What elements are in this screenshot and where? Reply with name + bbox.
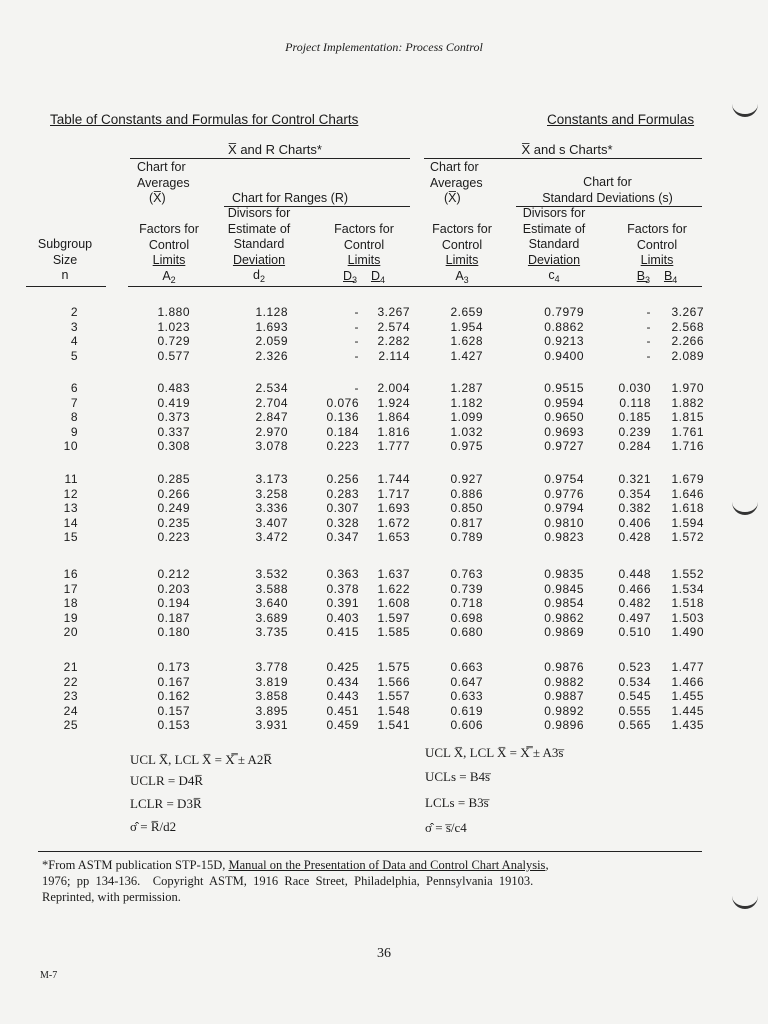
cell-a2: 0.249: [157, 501, 190, 516]
cell-a3: 0.698: [450, 610, 483, 625]
cell-a2: 0.223: [157, 530, 190, 545]
cell-b3: -: [646, 348, 651, 363]
cell-d2: 3.532: [255, 567, 288, 581]
cell-d2: 2.326: [255, 348, 288, 363]
cell-n: 23: [63, 689, 78, 704]
cell-d4: 2.574: [377, 319, 410, 334]
cell-a3: 0.619: [450, 703, 483, 718]
cell-d4: 1.672: [377, 515, 410, 530]
formula-lcl-s: LCLs = B3s̅: [425, 795, 489, 810]
cell-d4: 1.622: [377, 581, 410, 596]
cell-b4: 1.490: [671, 625, 704, 640]
cell-b4: 1.518: [671, 596, 704, 611]
cell-d2: 3.472: [255, 530, 288, 545]
cell-d3: 0.347: [326, 530, 359, 545]
cell-n: 4: [70, 334, 78, 349]
cell-a2: 0.180: [157, 625, 190, 640]
cell-b4: 2.568: [671, 319, 704, 334]
cell-b3: 0.185: [618, 410, 651, 425]
cell-d4: 1.637: [377, 567, 410, 581]
cell-n: 22: [63, 674, 78, 689]
b3b4-header: Factors for Control Limits $B_3$ $B_4$: [627, 222, 687, 285]
section-code: M-7: [40, 970, 58, 981]
cell-n: 17: [63, 581, 78, 596]
cell-b4: 1.503: [671, 610, 704, 625]
cell-d4: 1.557: [377, 689, 410, 704]
cell-a3: 0.975: [450, 439, 483, 454]
cell-b3: 0.482: [618, 596, 651, 611]
cell-d3: 0.256: [326, 472, 359, 486]
cell-a3: 1.427: [450, 348, 483, 363]
a3-header: Factors for Control Limits $A_3$: [432, 222, 492, 285]
cell-n: 6: [70, 381, 78, 395]
c4-header: Divisors for Estimate of Standard Deviation $c_4$: [522, 206, 586, 284]
cell-d2: 2.059: [255, 334, 288, 349]
cell-d2: 1.128: [255, 305, 288, 319]
cell-b3: 0.534: [618, 674, 651, 689]
cell-d4: 1.566: [377, 674, 410, 689]
cell-a3: 1.099: [450, 410, 483, 425]
cell-a2: 0.266: [157, 486, 190, 501]
cell-a2: 0.285: [157, 472, 190, 486]
cell-b3: 0.284: [618, 439, 651, 454]
cell-c4: 0.8862: [544, 319, 584, 334]
cell-c4: 0.9892: [544, 703, 584, 718]
cell-a3: 0.789: [450, 530, 483, 545]
cell-b3: 0.239: [618, 424, 651, 439]
cell-n: 10: [63, 439, 78, 454]
cell-b3: 0.118: [619, 395, 651, 410]
cell-a3: 0.927: [450, 472, 483, 486]
cell-b3: 0.354: [618, 486, 651, 501]
cell-a3: 0.886: [450, 486, 483, 501]
d3d4-header: Factors for Control Limits $D_3$ $D_4$: [334, 222, 394, 285]
cell-d2: 3.173: [255, 472, 288, 486]
cell-a2: 0.483: [157, 381, 190, 395]
cell-b4: 1.466: [671, 674, 704, 689]
cell-d4: 1.585: [377, 625, 410, 640]
cell-b4: 1.679: [671, 472, 704, 486]
cell-d3: 0.451: [326, 703, 359, 718]
formula-xr-avg: UCL X̅, LCL X̅ = X̿ ± A2R̅: [130, 752, 273, 767]
cell-c4: 0.9835: [544, 567, 584, 581]
cell-b4: 1.618: [671, 501, 704, 516]
cell-a2: 0.162: [157, 689, 190, 704]
cell-a2: 0.203: [157, 581, 190, 596]
cell-d2: 3.078: [255, 439, 288, 454]
cell-d3: 0.363: [326, 567, 359, 581]
cell-a3: 0.739: [450, 581, 483, 596]
cell-b3: 0.382: [618, 501, 651, 516]
cell-n: 9: [70, 424, 78, 439]
cell-d4: 3.267: [377, 305, 410, 319]
cell-c4: 0.9876: [544, 660, 584, 674]
cell-d3: 0.443: [326, 689, 359, 704]
cell-b4: 1.646: [671, 486, 704, 501]
cell-d3: 0.415: [326, 625, 359, 640]
cell-b4: 1.882: [671, 395, 704, 410]
cell-c4: 0.9896: [544, 718, 584, 733]
cell-n: 13: [63, 501, 78, 516]
cell-b4: 1.552: [671, 567, 704, 581]
cell-d4: 1.575: [377, 660, 410, 674]
formula-sigma-s: σ̂ = s̅/c4: [425, 820, 467, 835]
cell-a3: 0.647: [450, 674, 483, 689]
cell-b3: 0.523: [618, 660, 651, 674]
margin-mark: [732, 100, 758, 117]
cell-d2: 3.588: [255, 581, 288, 596]
cell-b4: 1.761: [671, 424, 704, 439]
cell-d3: -: [354, 381, 359, 395]
cell-b3: 0.545: [618, 689, 651, 704]
cell-c4: 0.9515: [544, 381, 584, 395]
cell-c4: 0.9854: [544, 596, 584, 611]
cell-a2: 0.194: [157, 596, 190, 611]
cell-c4: 0.9693: [544, 424, 584, 439]
cell-n: 19: [63, 610, 78, 625]
cell-d4: 1.548: [377, 703, 410, 718]
cell-b3: 0.448: [618, 567, 651, 581]
cell-b4: 1.445: [671, 703, 704, 718]
cell-n: 18: [63, 596, 78, 611]
cell-a2: 1.880: [157, 305, 190, 319]
xs-sd-header: Chart for Standard Deviations (s): [542, 175, 673, 205]
cell-c4: 0.9400: [544, 348, 584, 363]
cell-a2: 0.153: [157, 718, 190, 733]
cell-b4: 1.815: [671, 410, 704, 425]
cell-a2: 0.373: [157, 410, 190, 425]
cell-d4: 1.608: [377, 596, 410, 611]
cell-d2: 3.407: [255, 515, 288, 530]
cell-a2: 0.173: [157, 660, 190, 674]
cell-c4: 0.9882: [544, 674, 584, 689]
cell-d3: 0.223: [326, 439, 359, 454]
cell-d4: 1.777: [377, 439, 410, 454]
page-number: 36: [377, 946, 391, 961]
cell-d3: -: [354, 319, 359, 334]
cell-c4: 0.9776: [544, 486, 584, 501]
formula-sigma-r: σ̂ = R̅/d2: [130, 819, 177, 834]
cell-d2: 3.336: [255, 501, 288, 516]
cell-d2: 2.970: [255, 424, 288, 439]
cell-d4: 1.693: [377, 501, 410, 516]
cell-b3: 0.428: [618, 530, 651, 545]
cell-c4: 0.9727: [544, 439, 584, 454]
cell-n: 3: [70, 319, 78, 334]
cell-a3: 2.659: [450, 305, 483, 319]
cell-b3: -: [646, 334, 651, 349]
cell-n: 14: [63, 515, 78, 530]
cell-c4: 0.9594: [544, 395, 584, 410]
cell-b4: 1.572: [671, 530, 704, 545]
cell-d3: 0.403: [326, 610, 359, 625]
cell-c4: 0.9754: [544, 472, 584, 486]
cell-a3: 1.954: [450, 319, 483, 334]
formula-lcl-r: LCLR = D3R̅: [130, 796, 202, 811]
cell-n: 21: [63, 660, 78, 674]
cell-d4: 1.924: [377, 395, 410, 410]
cell-a3: 0.633: [450, 689, 483, 704]
cell-d4: 1.597: [377, 610, 410, 625]
cell-b3: 0.565: [618, 718, 651, 733]
cell-a3: 1.287: [450, 381, 483, 395]
cell-d2: 3.931: [255, 718, 288, 733]
d2-header: Divisors for Estimate of Standard Deviation $d_2$: [227, 206, 291, 284]
cell-c4: 0.9845: [544, 581, 584, 596]
cell-b3: 0.030: [618, 381, 651, 395]
cell-n: 7: [70, 395, 78, 410]
cell-n: 11: [64, 472, 78, 486]
cell-c4: 0.9887: [544, 689, 584, 704]
cell-d2: 3.689: [255, 610, 288, 625]
formula-ucl-s: UCLs = B4s̅: [425, 769, 491, 784]
cell-d2: 3.819: [255, 674, 288, 689]
cell-a3: 0.663: [450, 660, 483, 674]
a2-header: Factors for Control Limits $A_2$: [139, 222, 199, 285]
cell-a2: 0.212: [157, 567, 190, 581]
cell-d2: 3.858: [255, 689, 288, 704]
cell-a2: 0.577: [157, 348, 190, 363]
cell-a2: 0.729: [157, 334, 190, 349]
margin-mark: [732, 498, 758, 515]
cell-n: 25: [63, 718, 78, 733]
cell-d3: 0.184: [326, 424, 359, 439]
cell-b3: -: [646, 305, 651, 319]
cell-d4: 2.114: [378, 348, 410, 363]
cell-d2: 3.735: [255, 625, 288, 640]
cell-a3: 0.680: [450, 625, 483, 640]
cell-b3: 0.497: [618, 610, 651, 625]
cell-a2: 0.308: [157, 439, 190, 454]
cell-c4: 0.9794: [544, 501, 584, 516]
cell-n: 20: [63, 625, 78, 640]
cell-b4: 1.455: [671, 689, 704, 704]
cell-d2: 3.640: [255, 596, 288, 611]
cell-n: 24: [63, 703, 78, 718]
cell-c4: 0.9650: [544, 410, 584, 425]
cell-a2: 0.187: [157, 610, 190, 625]
cell-a3: 1.628: [450, 334, 483, 349]
cell-b3: 0.555: [618, 703, 651, 718]
cell-d2: 3.895: [255, 703, 288, 718]
cell-d3: -: [354, 334, 359, 349]
cell-n: 8: [70, 410, 78, 425]
cell-d3: 0.391: [326, 596, 359, 611]
cell-b4: 1.970: [671, 381, 704, 395]
cell-d4: 2.004: [377, 381, 410, 395]
cell-d3: 0.283: [326, 486, 359, 501]
cell-c4: 0.9810: [544, 515, 584, 530]
cell-d3: 0.328: [326, 515, 359, 530]
subgroup-header: Subgroup Size n: [37, 237, 93, 282]
cell-b4: 2.089: [671, 348, 704, 363]
cell-c4: 0.7979: [544, 305, 584, 319]
cell-b4: 1.534: [671, 581, 704, 596]
cell-d3: -: [354, 348, 359, 363]
cell-a3: 1.032: [450, 424, 483, 439]
cell-d4: 1.653: [377, 530, 410, 545]
cell-d3: 0.459: [326, 718, 359, 733]
cell-a3: 0.817: [450, 515, 483, 530]
cell-d3: 0.378: [326, 581, 359, 596]
cell-n: 15: [63, 530, 78, 545]
xr-range-header: Chart for Ranges (R): [232, 191, 349, 205]
cell-n: 12: [63, 486, 78, 501]
cell-b4: 2.266: [671, 334, 704, 349]
cell-b3: 0.406: [618, 515, 651, 530]
cell-n: 5: [70, 348, 78, 363]
cell-d2: 2.704: [255, 395, 288, 410]
xs-group-header: X̅ and s Charts*: [521, 142, 613, 157]
cell-d4: 2.282: [377, 334, 410, 349]
cell-d4: 1.744: [377, 472, 410, 486]
cell-d3: 0.076: [326, 395, 359, 410]
cell-b3: 0.466: [618, 581, 651, 596]
cell-d4: 1.717: [377, 486, 410, 501]
cell-d4: 1.541: [377, 718, 410, 733]
cell-a2: 0.157: [157, 703, 190, 718]
cell-b3: -: [646, 319, 651, 334]
margin-mark: [732, 892, 758, 909]
cell-c4: 0.9862: [544, 610, 584, 625]
cell-a2: 0.235: [157, 515, 190, 530]
cell-d4: 1.816: [377, 424, 410, 439]
formula-ucl-r: UCLR = D4R̅: [130, 773, 204, 788]
cell-c4: 0.9869: [544, 625, 584, 640]
cell-d2: 2.847: [255, 410, 288, 425]
cell-a2: 0.167: [157, 674, 190, 689]
cell-a2: 1.023: [157, 319, 190, 334]
cell-d2: 3.258: [255, 486, 288, 501]
cell-a3: 0.718: [450, 596, 483, 611]
table-title: Table of Constants and Formulas for Control Charts: [50, 112, 359, 127]
cell-d3: 0.434: [326, 674, 359, 689]
cell-c4: 0.9213: [544, 334, 584, 349]
cell-n: 16: [63, 567, 78, 581]
cell-d2: 1.693: [255, 319, 288, 334]
cell-d2: 3.778: [255, 660, 288, 674]
cell-d3: 0.136: [326, 410, 359, 425]
cell-c4: 0.9823: [544, 530, 584, 545]
cell-a2: 0.419: [157, 395, 190, 410]
cell-a3: 1.182: [450, 395, 483, 410]
xr-group-header: X̅ and R Charts*: [228, 142, 322, 157]
cell-a3: 0.606: [450, 718, 483, 733]
cell-a3: 0.763: [450, 567, 483, 581]
xr-avg-header: Chart for Averages (X̅): [137, 160, 190, 205]
cell-d2: 2.534: [255, 381, 288, 395]
xs-avg-header: Chart for Averages (X̅): [430, 160, 483, 205]
formula-xs-avg: UCL X̅, LCL X̅ = X̿ ± A3s̅: [425, 745, 564, 760]
cell-d3: 0.425: [326, 660, 359, 674]
cell-b4: 1.594: [671, 515, 704, 530]
cell-b4: 1.477: [671, 660, 704, 674]
cell-d3: -: [354, 305, 359, 319]
cell-a3: 0.850: [450, 501, 483, 516]
right-title: Constants and Formulas: [547, 112, 695, 127]
cell-b4: 3.267: [671, 305, 704, 319]
cell-b3: 0.321: [618, 472, 651, 486]
cell-b4: 1.435: [671, 718, 704, 733]
footnote: *From ASTM publication STP-15D, Manual on the Presentation of Data and Control Chart Analysis, 1976; pp 134-136. Copyright ASTM, 1916 Race Street, Philadelphia, Pennsylvania 19103. Reprinted, with permission.: [42, 858, 549, 904]
cell-n: 2: [70, 305, 78, 319]
cell-b4: 1.716: [671, 439, 704, 454]
cell-d4: 1.864: [377, 410, 410, 425]
cell-d3: 0.307: [326, 501, 359, 516]
running-header: Project Implementation: Process Control: [285, 40, 483, 54]
cell-a2: 0.337: [157, 424, 190, 439]
cell-b3: 0.510: [618, 625, 651, 640]
